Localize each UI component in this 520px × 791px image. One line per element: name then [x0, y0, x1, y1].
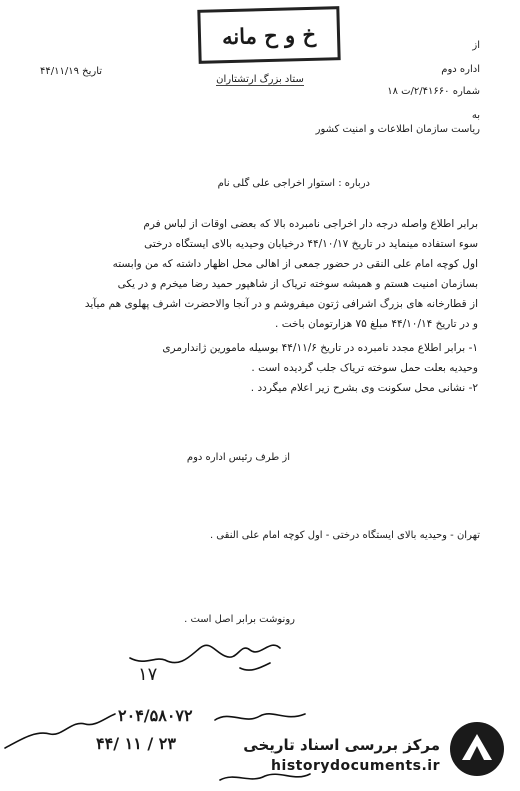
organization-name: ستاد بزرگ ارتشتاران: [216, 74, 304, 85]
address-line: تهران - وحیدیه بالای ایستگاه درختی - اول کوچه امام علی النقی .: [209, 530, 480, 541]
subject-line: درباره : استوار اخراجی علی گلی نام: [217, 178, 370, 189]
department-name: اداره دوم: [441, 64, 480, 75]
body-line: ۲- نشانی محل سکونت وی بشرح زیر اعلام میگردد .: [250, 382, 478, 394]
watermark-url: historydocuments.ir: [271, 758, 440, 774]
body-line: سوء استفاده مینماید در تاریخ ۴۴/۱۰/۱۷ درخیابان وحیدیه بالای ایستگاه درختی: [144, 238, 478, 250]
recipient: ریاست سازمان اطلاعات و امنیت کشور: [315, 124, 480, 135]
body-line: وحیدیه بعلت حمل سوخته تریاک جلب گردیده است .: [251, 362, 478, 374]
body-line: از قطارخانه های بزرگ اشرافی ژتون میفروشم و در آنجا والاحضرت اشرف پهلوی هم میآید: [84, 298, 478, 310]
signoff: از طرف رئیس اداره دوم: [186, 452, 290, 463]
archive-logo-icon: [448, 720, 506, 778]
body-line: اول کوچه امام علی النقی در حضور جمعی از اهالی محل اظهار داشته که من وابسته: [112, 258, 478, 270]
watermark-title: مرکز بررسی اسناد تاریخی: [243, 736, 440, 754]
document-number: شماره ۲/۴۱۶۶۰/ت ۱۸: [387, 86, 480, 97]
body-line: بسازمان امنیت هستم و همیشه سوخته تریاک از شاهپور حمید رضا میخرم و در یکی: [117, 278, 478, 290]
body-line: برابر اطلاع واصله درجه دار اخراجی نامبرده بالا که بعضی اوقات از لباس فرم: [143, 218, 478, 230]
handwritten-reference-number: ۲۰۴/۵۸۰۷۲: [118, 706, 193, 725]
handwritten-number: ۱۷: [138, 664, 158, 685]
date-label: تاریخ ۴۴/۱۱/۱۹: [40, 66, 103, 77]
classification-text: خ و ح مانه: [221, 21, 317, 49]
copy-certification: رونوشت برابر اصل است .: [184, 614, 295, 625]
classification-stamp: [197, 6, 340, 64]
handwritten-reference-date: ۴۴/ ۱۱ / ۲۳: [96, 734, 176, 753]
body-line: ۱- برابر اطلاع مجدد نامبرده در تاریخ ۴۴/۱۱/۶ بوسیله مامورین ژاندارمری: [162, 342, 478, 354]
from-label: از: [472, 40, 480, 51]
document-body: [38, 218, 478, 402]
body-line: و در تاریخ ۴۴/۱۰/۱۴ مبلغ ۷۵ هزارتومان باخت .: [275, 318, 478, 330]
handwritten-scribble-left: [0, 700, 120, 760]
to-label: به: [471, 110, 480, 121]
